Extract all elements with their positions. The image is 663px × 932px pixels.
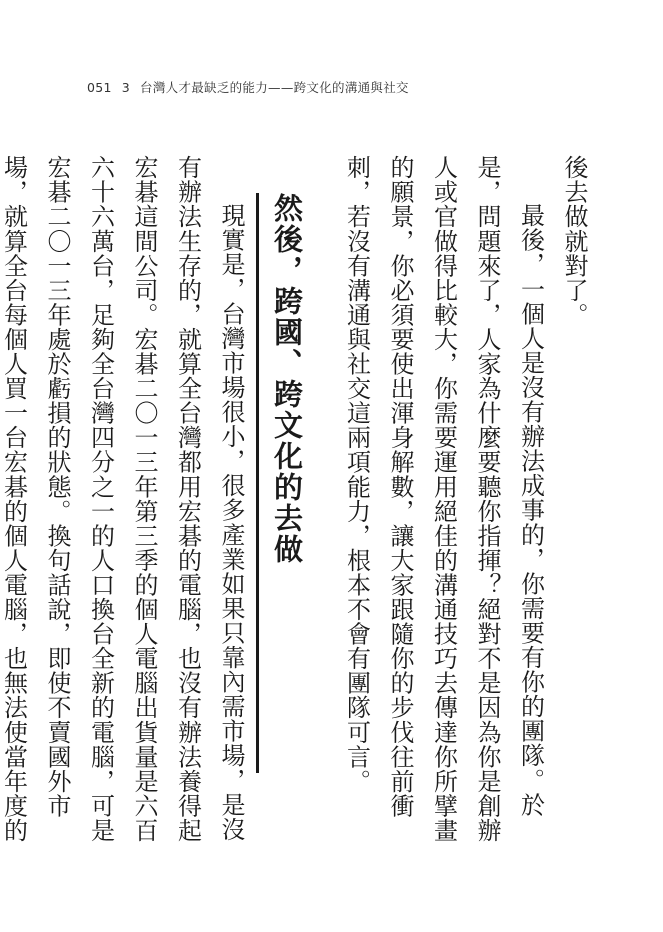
heading-rule [256,193,259,773]
running-header [87,77,409,97]
paragraph: 現實是，台灣市場很小，很多產業如果只靠內需市場，是沒有辦法生存的，就算全台灣都用宏碁的電腦，也沒有辦法養得起宏碁這間公司。宏碁二〇一三年第三季的個人電腦出貨量是六百六十六萬台，足夠全台灣四分之一的人口換台全新的電腦，可是宏碁二〇一三年處於虧損的狀態。換句話說，即使不賣國外市場，就算全台每個人買一台宏碁的個人電腦，也無法使當年度的 [0,155,245,843]
chapter-title: 台灣人才最缺乏的能力——跨文化的溝通與社交 [140,80,409,95]
section-heading [262,155,312,855]
chapter-number: 3 [121,79,131,95]
section-heading-text: 然後，跨國、跨文化的去做 [270,193,304,565]
paragraph: 最後，一個人是沒有辦法成事的，你需要有你的團隊。於是，問題來了，人家為什麼要聽你指揮？絕對不是因為你是創辦人或官做得比較大，你需要運用絕佳的溝通技巧去傳達你所擘畫的願景，你必須要使出渾身解數，讓大家跟隨你的步伐往前衝刺，若沒有溝通與社交這兩項能力，根本不會有團隊可言。 [342,155,545,843]
page-number: 051 [87,79,112,95]
body-text [0,155,595,855]
paragraph-continuation: 後去做就對了。 [560,155,588,327]
